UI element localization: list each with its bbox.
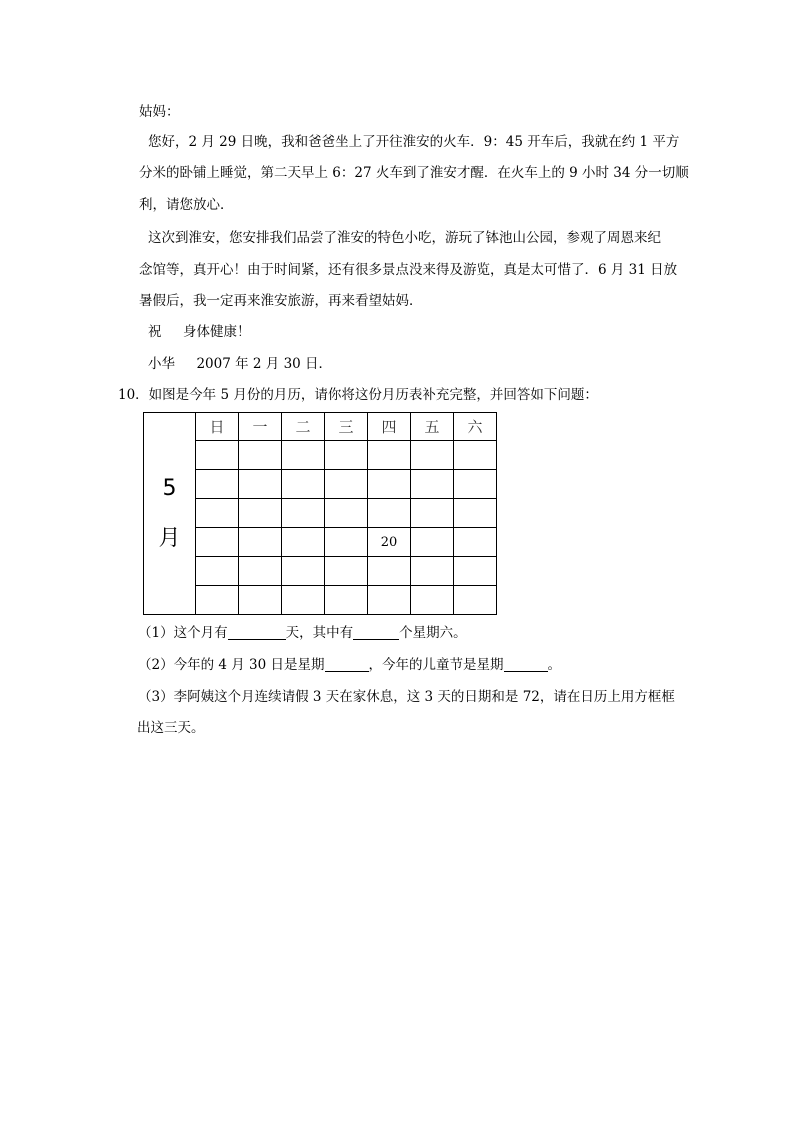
letter-paragraph-2-line-3: 暑假后，我一定再来淮安旅游，再来看望姑妈． (139, 293, 423, 309)
calendar-day-cell[interactable] (196, 586, 239, 615)
calendar-day-cell[interactable] (239, 557, 282, 586)
letter-paragraph-1-line-3: 利，请您放心． (139, 197, 234, 213)
question-2 (138, 656, 561, 674)
calendar-day-cell[interactable] (411, 499, 454, 528)
calendar-week-row (144, 557, 497, 586)
calendar-day-cell[interactable] (239, 586, 282, 615)
calendar-day-cell[interactable]: 20 (368, 528, 411, 557)
calendar-day-cell[interactable] (411, 441, 454, 470)
calendar-day-cell[interactable] (368, 557, 411, 586)
calendar-day-cell[interactable] (454, 557, 497, 586)
calendar-week-row (144, 499, 497, 528)
letter-paragraph-2-line-1: 这次到淮安，您安排我们品尝了淮安的特色小吃，游玩了钵池山公园，参观了周恩来纪 (148, 230, 661, 246)
calendar-month-label (144, 413, 196, 615)
calendar-day-cell[interactable] (282, 499, 325, 528)
question-3-line-1: （3）李阿姨这个月连续请假 3 天在家休息，这 3 天的日期和是 72，请在日历上用方框框 (138, 689, 675, 705)
calendar-day-cell[interactable] (454, 499, 497, 528)
letter-salutation: 姑妈： (139, 104, 180, 120)
calendar-day-cell[interactable] (454, 470, 497, 499)
weekday-header: 日 (196, 413, 239, 441)
letter-signature: 小华 2007 年 2 月 30 日． (148, 356, 333, 372)
calendar-day-cell[interactable] (325, 557, 368, 586)
weekday-header: 一 (239, 413, 282, 441)
may-calendar-table (143, 412, 497, 615)
question-2-text-c: 。 (547, 657, 562, 673)
calendar-day-cell[interactable] (325, 528, 368, 557)
calendar-day-cell[interactable] (196, 441, 239, 470)
weekday-header: 三 (325, 413, 368, 441)
question-3-line-2: 出这三天。 (137, 720, 205, 736)
letter-paragraph-1-line-1: 您好，2 月 29 日晚，我和爸爸坐上了开往淮安的火车．9：45 开车后，我就在约 1 平方 (148, 134, 680, 150)
calendar-day-cell[interactable] (411, 557, 454, 586)
weekday-header: 六 (454, 413, 497, 441)
calendar-day-cell[interactable] (454, 528, 497, 557)
calendar-day-cell[interactable] (411, 470, 454, 499)
question-1-text-a: （1）这个月有 (138, 625, 228, 641)
letter-paragraph-1-line-2: 分米的卧铺上睡觉，第二天早上 6：27 火车到了淮安才醒．在火车上的 9 小时 34 分一切顺 (139, 165, 689, 181)
calendar-day-cell[interactable] (325, 586, 368, 615)
calendar-week-row (144, 441, 497, 470)
calendar-day-cell[interactable] (411, 586, 454, 615)
question-1-text-c: 个星期六。 (399, 625, 467, 641)
calendar-day-cell[interactable] (239, 441, 282, 470)
calendar-day-cell[interactable] (196, 528, 239, 557)
calendar-day-cell[interactable] (454, 441, 497, 470)
calendar-week-row (144, 586, 497, 615)
calendar-day-cell[interactable] (196, 470, 239, 499)
calendar-day-cell[interactable] (411, 528, 454, 557)
answer-blank-saturdays[interactable] (353, 625, 399, 640)
calendar-day-cell[interactable] (239, 470, 282, 499)
letter-paragraph-2-line-2: 念馆等，真开心！由于时间紧，还有很多景点没来得及游览，真是太可惜了．6 月 31 日放 (139, 262, 678, 278)
calendar-day-cell[interactable] (454, 586, 497, 615)
calendar-day-cell[interactable] (325, 499, 368, 528)
calendar-week-row (144, 528, 497, 557)
calendar-day-cell[interactable] (196, 557, 239, 586)
weekday-header: 五 (411, 413, 454, 441)
question-1 (138, 624, 467, 642)
calendar-day-cell[interactable] (239, 499, 282, 528)
question-1-text-b: 天，其中有 (285, 625, 354, 641)
calendar-header-row (144, 413, 497, 441)
calendar-day-cell[interactable] (368, 499, 411, 528)
calendar-day-cell[interactable] (368, 470, 411, 499)
letter-closing: 祝 身体健康！ (148, 324, 251, 340)
calendar-week-row (144, 470, 497, 499)
answer-blank-april-30-weekday[interactable] (325, 657, 369, 672)
weekday-header: 二 (282, 413, 325, 441)
answer-blank-days[interactable] (228, 625, 286, 640)
calendar-day-cell[interactable] (282, 586, 325, 615)
calendar-month-char: 月 (158, 525, 181, 551)
calendar-day-cell[interactable] (368, 441, 411, 470)
calendar-day-cell[interactable] (282, 470, 325, 499)
calendar-day-cell[interactable] (282, 528, 325, 557)
calendar-day-cell[interactable] (282, 441, 325, 470)
calendar-day-cell[interactable] (325, 441, 368, 470)
answer-blank-childrens-day-weekday[interactable] (504, 657, 548, 672)
calendar-month-number: 5 (162, 475, 177, 501)
calendar-day-cell[interactable] (196, 499, 239, 528)
weekday-header: 四 (368, 413, 411, 441)
question-title: 10．如图是今年 5 月份的月历，请你将这份月历表补充完整，并回答如下问题： (118, 387, 598, 403)
question-2-text-b: ，今年的儿童节是星期 (368, 657, 504, 673)
calendar-day-cell[interactable] (282, 557, 325, 586)
question-2-text-a: （2）今年的 4 月 30 日是星期 (138, 657, 325, 673)
calendar-day-cell[interactable] (368, 586, 411, 615)
calendar-day-cell[interactable] (239, 528, 282, 557)
calendar-day-cell[interactable] (325, 470, 368, 499)
